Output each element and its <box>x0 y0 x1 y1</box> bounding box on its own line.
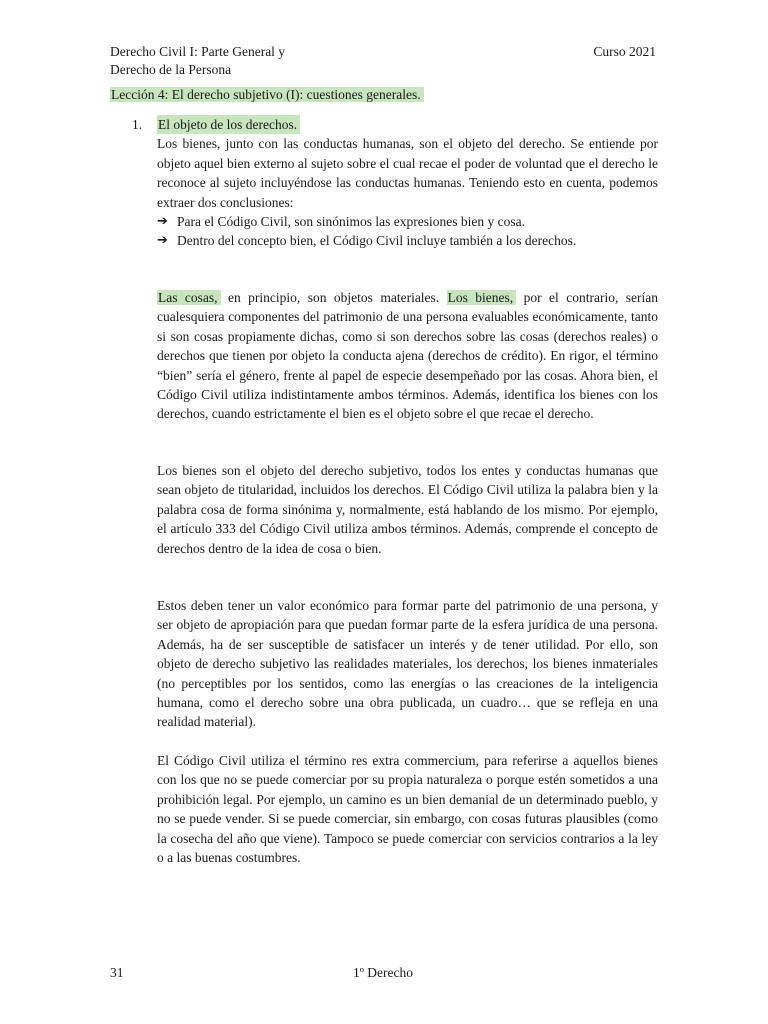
header-title-line2: Derecho de la Persona <box>110 62 232 77</box>
section-1-heading <box>132 115 658 134</box>
right-arrow-icon: ➔ <box>157 233 168 249</box>
section-1 <box>132 115 658 251</box>
footer-center-label: 1º Derecho <box>353 965 414 980</box>
lesson-title <box>110 86 424 104</box>
bullet-item-1 <box>157 212 658 231</box>
header-course-year: Curso 2021 <box>593 44 656 59</box>
bullet-text-2: Dentro del concepto bien, el Código Civil incluye también a los derechos. <box>177 233 577 249</box>
section-1-number: 1. <box>132 117 143 132</box>
highlight-las-cosas: Las cosas, <box>157 290 221 305</box>
page-number: 31 <box>110 965 124 980</box>
section-1-title: El objeto de los derechos. <box>157 115 300 134</box>
paragraph-2-text-2: por el contrario, serían cualesquiera componentes del patrimonio de una persona evaluables económicamente, tanto si son cosas propiamente dichas, como si son derechos sobre las cosas (derechos reales) o derechos que tienen por objeto la conducta ajena (derechos de crédito). En rigor, el término “bien” sería el género, frente al papel de especie desempeñado por las cosas. Ahora bien, el Código Civil utiliza indistintamente ambos términos. Además, identifica los bienes con los derechos, cuando estrictamente el bien es el objeto sobre el que recae el derecho. <box>157 290 659 422</box>
paragraph-4: Estos deben tener un valor económico para formar parte del patrimonio de una persona, y ser objeto de apropiación para que puedan formar parte de la esfera jurídica de una persona. Además, ha de ser susceptible de satisfacer un interés y de tener utilidad. Por ello, son objeto de derecho subjetivo las realidades materiales, los derechos, los bienes inmateriales (no perceptibles por los sentidos, como las energías o las creaciones de la inteligencia humana, como el derecho sobre una obra publicada, un cuadro… que se refleja en una realidad material). <box>157 598 658 730</box>
bullet-text-1: Para el Código Civil, son sinónimos las expresiones bien y cosa. <box>177 214 525 230</box>
paragraph-2-text-1: en principio, son objetos materiales. <box>220 290 447 305</box>
paragraph-5: El Código Civil utiliza el término res extra commercium, para referirse a aquellos bienes con los que no se puede comerciar por su propia naturaleza o porque estén sometidos a una prohibición legal. Por ejemplo, un camino es un bien demanial de un determinado pueblo, y no se puede vender. Si se puede comerciar, sin embargo, con cosas futuras plausibles (como la cosecha del año que viene). Tampoco se puede comerciar con servicios contrarios a la ley o a las buenas costumbres. <box>157 753 658 866</box>
highlight-los-bienes: Los bienes, <box>447 290 517 305</box>
lesson-title-text: Lección 4: El derecho subjetivo (I): cuestiones generales. <box>110 87 424 102</box>
paragraph-cosas-bienes <box>157 288 658 424</box>
header-title-line1: Derecho Civil I: Parte General y <box>110 44 286 59</box>
header-course-title <box>110 43 285 79</box>
bullet-item-2 <box>157 231 658 250</box>
section-1-body: Los bienes, junto con las conductas humanas, son el objeto del derecho. Se entiende por objeto aquel bien externo al sujeto sobre el cual recae el poder de voluntad que el derecho le reconoce al sujeto incluyéndose las conductas humanas. Teniendo esto en cuenta, podemos extraer dos conclusiones: <box>157 136 658 210</box>
right-arrow-icon: ➔ <box>157 214 168 230</box>
paragraph-3: Los bienes son el objeto del derecho subjetivo, todos los entes y conductas humanas que sean objeto de titularidad, incluidos los derechos. El Código Civil utiliza la palabra bien y la palabra cosa de forma sinónima y, normalmente, está hablando de los mismo. Por ejemplo, el artículo 333 del Código Civil utiliza ambos términos. Además, comprende el concepto de derechos dentro de la idea de cosa o bien. <box>157 463 658 556</box>
